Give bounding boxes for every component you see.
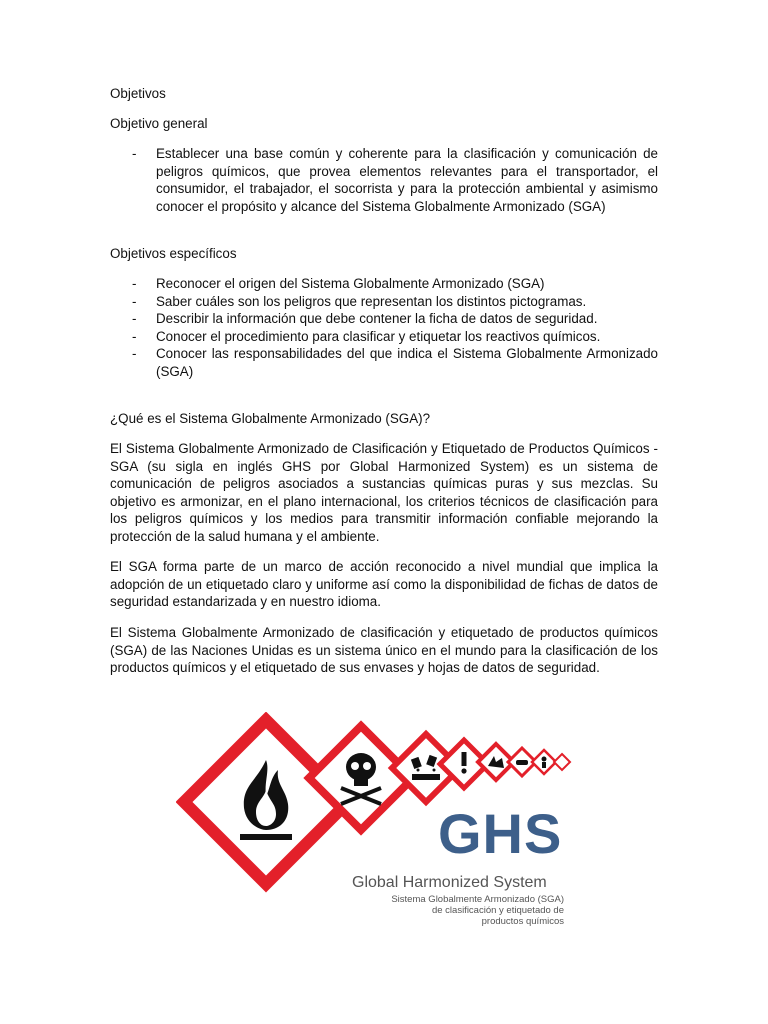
ghs-logo-subtitle — [324, 894, 564, 927]
objetivo-general-heading: Objetivo general — [110, 116, 208, 131]
ghs-subtitle-line: productos químicos — [481, 916, 564, 927]
paragraph-1: El Sistema Globalmente Armonizado de Clasificación y Etiquetado de Productos Químicos - SGA (su sigla en inglés GHS por Global Harmonized System) es un sistema de comunicación de peligros asociados a sustancias químicas puras y sus mezclas. Su objetivo es armonizar, en el plano internacional, los criterios técnicos de clasificación para los peligros químicos y los medios para transmitir información confiable mejorando la protección de la salud humana y el ambiente. — [110, 441, 658, 544]
objetivo-general-list — [110, 145, 658, 215]
ghs-subtitle-line: Sistema Globalmente Armonizado (SGA) — [391, 894, 564, 905]
objetivos-especificos-list-container — [110, 275, 658, 381]
objetivo-general-list-container — [110, 145, 658, 215]
flame-icon — [184, 720, 348, 884]
list-item: - Reconocer el origen del Sistema Globalmente Armonizado (SGA) — [110, 275, 658, 293]
list-item: - Saber cuáles son los peligros que representan los distintos pictogramas. — [110, 293, 658, 311]
paragraph-3: El Sistema Globalmente Armonizado de clasificación y etiquetado de productos químicos (SGA) de las Naciones Unidas es un sistema único en el mundo para la clasificación de los productos químicos y el etiquetado de sus envases y hojas de datos de seguridad. — [110, 625, 658, 676]
list-item: - Establecer una base común y coherente para la clasificación y comunicación de peligros químicos, que provea elementos relevantes para el transportador, el consumidor, el trabajador, el socorrista y para la protección ambiental y asimismo conocer el propósito y alcance del Sistema Globalmente Armonizado (SGA) — [110, 145, 658, 215]
ghs-subtitle-line: de clasificación y etiquetado de — [431, 905, 564, 916]
objetivos-heading: Objetivos — [110, 86, 166, 101]
paragraph-2: El SGA forma parte de un marco de acción reconocido a nivel mundial que implica la adopción de un etiquetado claro y uniforme así como la disponibilidad de fichas de datos de seguridad estandarizada y en nuestro idioma. — [110, 559, 658, 610]
question-heading: ¿Qué es el Sistema Globalmente Armonizado (SGA)? — [110, 411, 431, 426]
ghs-figure — [176, 712, 576, 942]
objetivos-especificos-list — [110, 275, 658, 381]
health-hazard-icon — [532, 750, 556, 774]
small-hazard-icon — [554, 754, 570, 770]
ghs-logo-name: Global Harmonized System — [352, 874, 547, 891]
list-item: - Conocer el procedimiento para clasificar y etiquetar los reactivos químicos. — [110, 328, 658, 346]
objetivos-especificos-heading: Objetivos específicos — [110, 246, 237, 261]
ghs-logo-acronym: GHS — [438, 802, 563, 865]
list-item: - Conocer las responsabilidades del que indica el Sistema Globalmente Armonizado (SGA) — [110, 345, 658, 380]
list-item: - Describir la información que debe contener la ficha de datos de seguridad. — [110, 310, 658, 328]
